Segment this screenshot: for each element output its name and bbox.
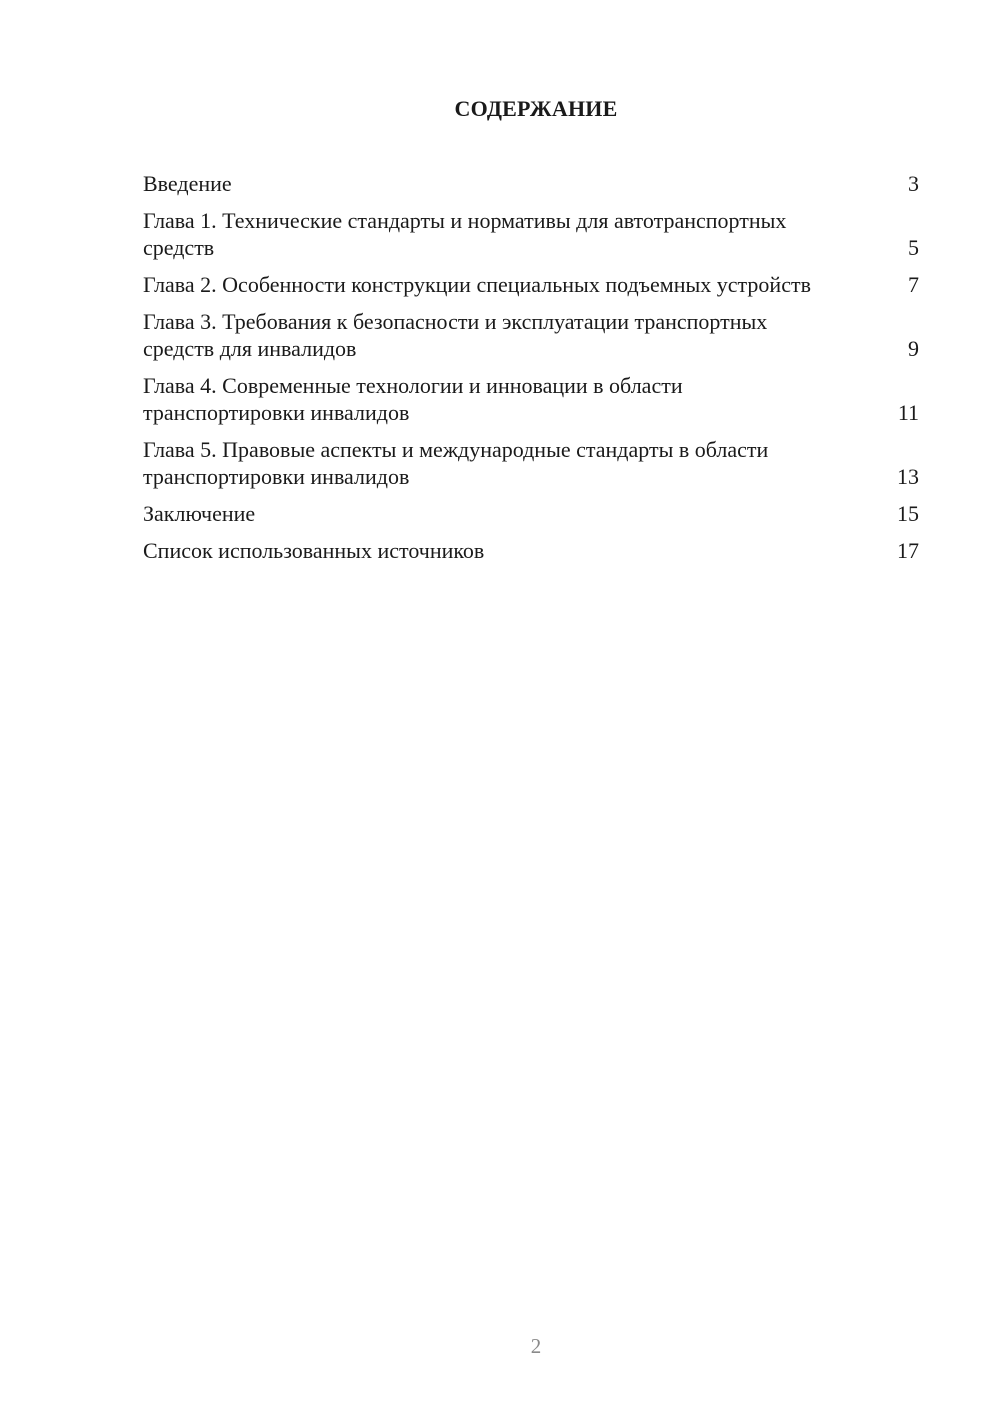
toc-entry-text: Глава 3. Требования к безопасности и эксплуатации транспортных средств для инвалидов bbox=[143, 309, 768, 361]
toc-entry-chapter-3 bbox=[143, 308, 919, 362]
toc-entry-references bbox=[143, 537, 919, 564]
toc-entry-text: Глава 2. Особенности конструкции специальных подъемных устройств bbox=[143, 272, 811, 297]
toc-entry-chapter-5 bbox=[143, 436, 919, 490]
toc-entry-text: Глава 1. Технические стандарты и нормативы для автотранспортных средств bbox=[143, 208, 787, 260]
toc-entry-page: 17 bbox=[897, 538, 919, 563]
toc-entry-page: 15 bbox=[897, 501, 919, 526]
toc-entry-text: Заключение bbox=[143, 501, 256, 526]
toc-entry-introduction bbox=[143, 170, 919, 197]
page-title: СОДЕРЖАНИЕ bbox=[454, 96, 618, 121]
toc-entry-page: 5 bbox=[908, 235, 919, 260]
toc-entry-chapter-1 bbox=[143, 207, 919, 261]
toc-entry-page: 7 bbox=[908, 272, 919, 297]
toc-entry-chapter-2 bbox=[143, 271, 919, 298]
toc-entry-text: Глава 4. Современные технологии и инновации в области транспортировки инвалидов bbox=[143, 373, 683, 425]
toc-entry-page: 9 bbox=[908, 336, 919, 361]
toc-entry-text: Введение bbox=[143, 171, 232, 196]
toc-entry-conclusion bbox=[143, 500, 919, 527]
toc-entry-chapter-4 bbox=[143, 372, 919, 426]
toc-entry-page: 11 bbox=[897, 400, 919, 425]
toc-entry-text: Список использованных источников bbox=[143, 538, 485, 563]
toc-entry-page: 3 bbox=[908, 171, 919, 196]
toc-entry-page: 13 bbox=[897, 464, 919, 489]
toc-entry-text: Глава 5. Правовые аспекты и международные стандарты в области транспортировки инвалидов bbox=[143, 437, 769, 489]
page-number: 2 bbox=[530, 1334, 542, 1358]
table-of-contents bbox=[143, 170, 919, 574]
